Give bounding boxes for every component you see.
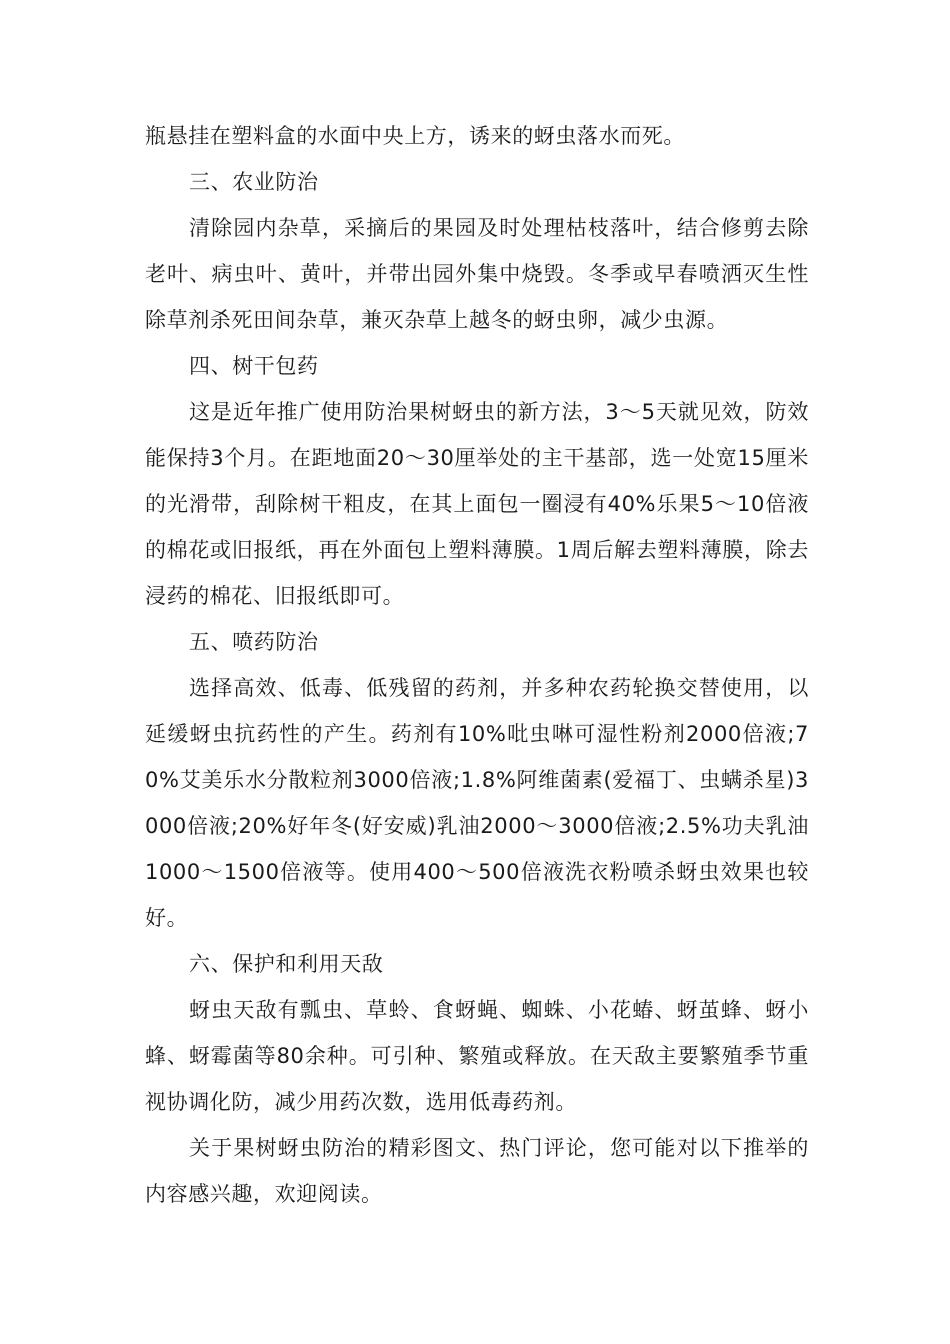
paragraph-continuation: 瓶悬挂在塑料盒的水面中央上方，诱来的蚜虫落水而死。 (145, 124, 685, 148)
section-heading-agricultural-control: 三、农业防治 (189, 170, 319, 194)
paragraph-closing: 关于果树蚜虫防治的精彩图文、热门评论，您可能对以下推举的内容感兴趣，欢迎阅读。 (145, 1136, 809, 1206)
section-heading-natural-enemies: 六、保护和利用天敌 (189, 952, 384, 976)
document-body (145, 113, 809, 1217)
paragraph-spraying: 选择高效、低毒、低残留的药剂，并多种农药轮换交替使用，以延缓蚜虫抗药性的产生。药剂有10%吡虫啉可湿性粉剂2000倍液;70%艾美乐水分散粒剂3000倍液;1.8%阿维菌素(爱福丁、虫螨杀星)3000倍液;20%好年冬(好安威)乳油2000～3000倍液;2.5%功夫乳油1000～1500倍液等。使用400～500倍液洗衣粉喷杀蚜虫效果也较好。 (145, 676, 809, 930)
paragraph-trunk-wrapping: 这是近年推广使用防治果树蚜虫的新方法，3～5天就见效，防效能保持3个月。在距地面20～30厘举处的主干基部，选一处宽15厘米的光滑带，刮除树干粗皮，在其上面包一圈浸有40%乐果5～10倍液的棉花或旧报纸，再在外面包上塑料薄膜。1周后解去塑料薄膜，除去浸药的棉花、旧报纸即可。 (145, 400, 809, 608)
paragraph-agricultural-control: 清除园内杂草，采摘后的果园及时处理枯枝落叶，结合修剪去除老叶、病虫叶、黄叶，并带出园外集中烧毁。冬季或早春喷洒灭生性除草剂杀死田间杂草，兼灭杂草上越冬的蚜虫卵，减少虫源。 (145, 216, 809, 332)
section-heading-spraying: 五、喷药防治 (189, 630, 319, 654)
section-heading-trunk-wrapping: 四、树干包药 (189, 354, 319, 378)
paragraph-natural-enemies: 蚜虫天敌有瓢虫、草蛉、食蚜蝇、蜘蛛、小花蝽、蚜茧蜂、蚜小蜂、蚜霉菌等80余种。可引种、繁殖或释放。在天敌主要繁殖季节重视协调化防，减少用药次数，选用低毒药剂。 (145, 998, 809, 1114)
